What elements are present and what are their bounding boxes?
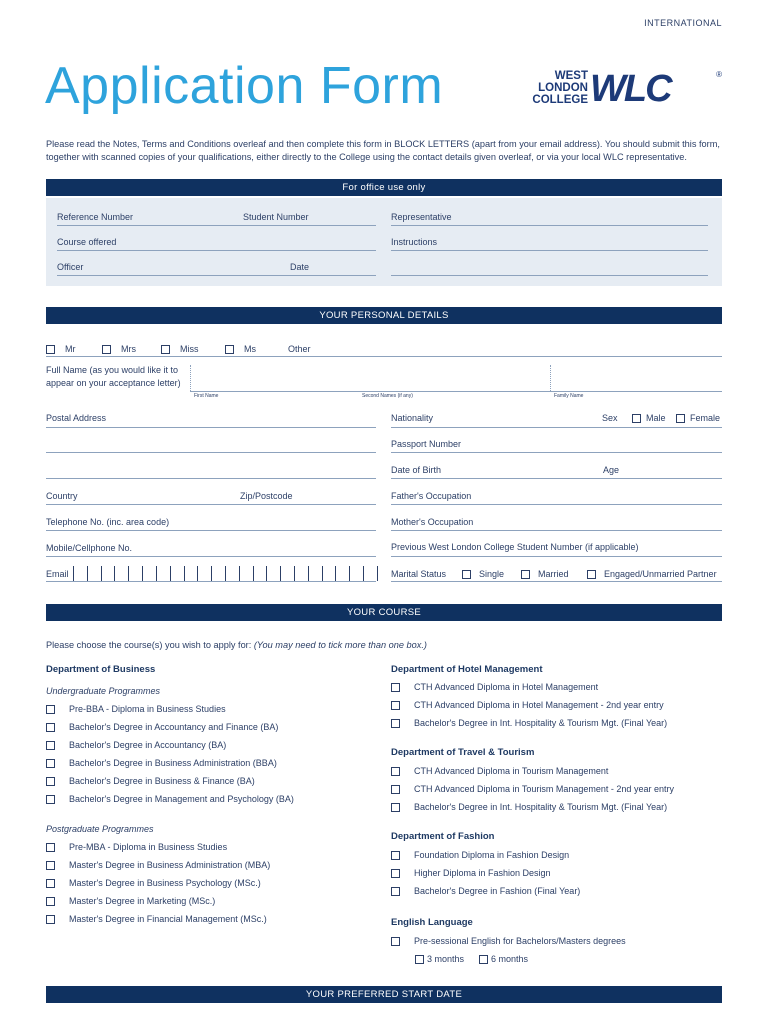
- dept-business-title: Department of Business: [46, 664, 156, 675]
- course-intro: [46, 640, 427, 650]
- course-option[interactable]: [391, 682, 598, 692]
- nationality-label: Nationality: [391, 413, 434, 423]
- title-option-label: Ms: [244, 344, 256, 354]
- course-option-label: Pre-sessional English for Bachelors/Masters degrees: [414, 936, 626, 946]
- course-option-label: Pre-MBA - Diploma in Business Studies: [69, 842, 228, 852]
- course-option-label: Pre-BBA - Diploma in Business Studies: [69, 704, 226, 714]
- checkbox[interactable]: [587, 570, 596, 579]
- course-option[interactable]: [46, 860, 270, 870]
- course-option[interactable]: [391, 886, 580, 896]
- course-option-label: Master's Degree in Business Psychology (MSc.): [69, 878, 261, 888]
- page-title: Application Form: [45, 57, 444, 115]
- course-option-label: Master's Degree in Financial Management (MSc.): [69, 914, 267, 924]
- course-option-label: Bachelor's Degree in Int. Hospitality & Tourism Mgt. (Final Year): [414, 802, 668, 812]
- title-line: [46, 356, 722, 357]
- course-option-label: CTH Advanced Diploma in Tourism Management - 2nd year entry: [414, 784, 674, 794]
- mobile-label: Mobile/Cellphone No.: [46, 543, 133, 553]
- checkbox[interactable]: [46, 345, 55, 354]
- name-divider: [550, 365, 552, 391]
- office-use-heading: For office use only: [46, 179, 722, 196]
- dept-travel-title: Department of Travel & Tourism: [391, 747, 535, 758]
- checkbox[interactable]: [391, 719, 400, 728]
- checkbox[interactable]: [46, 777, 55, 786]
- passport-label: Passport Number: [391, 439, 462, 449]
- checkbox[interactable]: [391, 869, 400, 878]
- dept-fashion-title: Department of Fashion: [391, 831, 495, 842]
- checkbox[interactable]: [46, 879, 55, 888]
- course-option[interactable]: [46, 842, 227, 852]
- marital-single-option[interactable]: [462, 569, 504, 579]
- full-name-field[interactable]: [190, 391, 722, 392]
- course-option-label: CTH Advanced Diploma in Hotel Management - 2nd year entry: [414, 700, 664, 710]
- mobile-field[interactable]: [46, 556, 376, 557]
- checkbox[interactable]: [479, 955, 488, 964]
- college-logo: [510, 70, 722, 112]
- course-option[interactable]: [391, 868, 551, 878]
- postal-address-field[interactable]: [46, 452, 376, 453]
- course-option[interactable]: [46, 704, 226, 714]
- checkbox[interactable]: [46, 915, 55, 924]
- intro-text: Please read the Notes, Terms and Conditions overleaf and then complete this form in BLOCK LETTERS (apart from your email address). You should submit this form, together with scanned copies of your qualifications, either directly to the College using the contact details given overleaf, or via your local WLC representative.: [46, 139, 720, 162]
- marital-married-label: Married: [538, 569, 569, 579]
- office-use-panel: [46, 198, 722, 286]
- logo-word: WEST: [554, 70, 588, 82]
- age-label: Age: [603, 465, 620, 475]
- instructions-label: Instructions: [391, 237, 438, 247]
- course-option[interactable]: [391, 718, 667, 728]
- course-option[interactable]: [391, 700, 664, 710]
- course-option-label: Master's Degree in Marketing (MSc.): [69, 896, 216, 906]
- course-option[interactable]: [391, 802, 667, 812]
- email-line: [46, 581, 376, 582]
- telephone-field[interactable]: [46, 530, 376, 531]
- course-option[interactable]: [391, 766, 608, 776]
- course-option[interactable]: [46, 914, 267, 924]
- previous-student-number-field[interactable]: [391, 556, 722, 557]
- logo-word: LONDON: [538, 82, 588, 94]
- checkbox[interactable]: [676, 414, 685, 423]
- dob-label: Date of Birth: [391, 465, 442, 475]
- course-option[interactable]: [391, 850, 569, 860]
- checkbox[interactable]: [521, 570, 530, 579]
- course-option-label: Master's Degree in Business Administration (MBA): [69, 860, 271, 870]
- second-name-caption: Second Names (if any): [362, 393, 413, 399]
- sex-female-option[interactable]: [676, 413, 720, 423]
- officer-field[interactable]: [57, 275, 376, 276]
- sex-male-option[interactable]: [632, 413, 666, 423]
- postal-address-field[interactable]: [46, 478, 376, 479]
- title-option-mr[interactable]: [46, 344, 76, 354]
- checkbox[interactable]: [391, 937, 400, 946]
- dept-english-title: English Language: [391, 917, 473, 928]
- your-course-heading: YOUR COURSE: [46, 604, 722, 621]
- title-option-mrs[interactable]: [102, 344, 136, 354]
- student-number-label: Student Number: [243, 212, 309, 222]
- duration-3-months-option[interactable]: [415, 954, 464, 964]
- checkbox[interactable]: [391, 767, 400, 776]
- marital-engaged-label: Engaged/Unmarried Partner: [604, 569, 717, 579]
- checkbox[interactable]: [46, 861, 55, 870]
- title-option-miss[interactable]: [161, 344, 199, 354]
- course-option-label: Bachelor's Degree in Business & Finance (BA): [69, 776, 255, 786]
- checkbox[interactable]: [46, 795, 55, 804]
- checkbox[interactable]: [391, 683, 400, 692]
- course-option[interactable]: [391, 936, 626, 946]
- mother-occupation-label: Mother's Occupation: [391, 517, 474, 527]
- nationality-field[interactable]: [391, 427, 722, 428]
- course-option-label: Bachelor's Degree in Business Administration (BBA): [69, 758, 277, 768]
- checkbox[interactable]: [46, 759, 55, 768]
- undergraduate-heading: Undergraduate Programmes: [46, 686, 161, 696]
- instructions-field[interactable]: [391, 250, 708, 251]
- checkbox[interactable]: [46, 705, 55, 714]
- logo-word: COLLEGE: [532, 94, 588, 106]
- checkbox[interactable]: [46, 843, 55, 852]
- course-option[interactable]: [391, 784, 674, 794]
- checkbox[interactable]: [391, 701, 400, 710]
- mother-occupation-field[interactable]: [391, 530, 722, 531]
- full-name-label-line1: Full Name (as you would like it to: [46, 365, 179, 375]
- first-name-caption: First Name: [194, 393, 219, 399]
- officer-label: Officer: [57, 262, 84, 272]
- country-field[interactable]: [46, 504, 376, 505]
- course-option[interactable]: [46, 758, 277, 768]
- checkbox[interactable]: [391, 803, 400, 812]
- checkbox[interactable]: [102, 345, 111, 354]
- course-option[interactable]: [46, 896, 215, 906]
- checkbox[interactable]: [46, 741, 55, 750]
- course-option-label: Bachelor's Degree in Management and Psychology (BA): [69, 794, 294, 804]
- email-label: Email: [46, 569, 69, 579]
- course-option-label: Higher Diploma in Fashion Design: [414, 868, 551, 878]
- course-option-label: Bachelor's Degree in Accountancy and Finance (BA): [69, 722, 279, 732]
- checkbox[interactable]: [415, 955, 424, 964]
- title-option-label: Mrs: [121, 344, 136, 354]
- family-name-caption: Family Name: [554, 393, 584, 399]
- postgraduate-heading: Postgraduate Programmes: [46, 824, 154, 834]
- full-name-label-line2: appear on your acceptance letter): [46, 378, 181, 388]
- reference-number-label: Reference Number: [57, 212, 134, 222]
- course-option-label: Bachelor's Degree in Fashion (Final Year): [414, 886, 581, 896]
- previous-student-number-label: Previous West London College Student Number (if applicable): [391, 542, 639, 552]
- checkbox[interactable]: [46, 897, 55, 906]
- course-option[interactable]: [46, 878, 261, 888]
- office-extra-field[interactable]: [391, 275, 708, 276]
- course-option-label: Bachelor's Degree in Accountancy (BA): [69, 740, 227, 750]
- personal-details-heading: YOUR PERSONAL DETAILS: [46, 307, 722, 324]
- course-offered-field[interactable]: [57, 250, 376, 251]
- checkbox[interactable]: [391, 785, 400, 794]
- checkbox[interactable]: [632, 414, 641, 423]
- checkbox[interactable]: [391, 887, 400, 896]
- sex-label: Sex: [602, 413, 618, 423]
- logo-mark: WLC: [590, 68, 671, 110]
- passport-field[interactable]: [391, 452, 722, 453]
- course-option[interactable]: [46, 794, 294, 804]
- father-occupation-label: Father's Occupation: [391, 491, 472, 501]
- zip-label: Zip/Postcode: [240, 491, 293, 501]
- course-option[interactable]: [46, 740, 226, 750]
- course-option-label: Foundation Diploma in Fashion Design: [414, 850, 570, 860]
- checkbox[interactable]: [161, 345, 170, 354]
- representative-label: Representative: [391, 212, 452, 222]
- reference-number-field[interactable]: [57, 225, 376, 226]
- name-divider: [190, 365, 192, 391]
- checkbox[interactable]: [462, 570, 471, 579]
- course-option-label: CTH Advanced Diploma in Tourism Management: [414, 766, 609, 776]
- dept-hotel-title: Department of Hotel Management: [391, 664, 543, 675]
- course-intro-text: Please choose the course(s) you wish to apply for:: [46, 640, 254, 650]
- duration-label: 6 months: [491, 954, 529, 964]
- title-option-label: Mr: [65, 344, 76, 354]
- dob-field[interactable]: [391, 478, 722, 479]
- checkbox[interactable]: [225, 345, 234, 354]
- course-option[interactable]: [46, 722, 278, 732]
- checkbox[interactable]: [46, 723, 55, 732]
- title-other-label: Other: [288, 344, 311, 354]
- telephone-label: Telephone No. (inc. area code): [46, 517, 170, 527]
- start-date-heading: YOUR PREFERRED START DATE: [46, 986, 722, 1003]
- postal-address-label: Postal Address: [46, 413, 107, 423]
- logo-registered: ®: [716, 70, 722, 79]
- course-option-label: Bachelor's Degree in Int. Hospitality & Tourism Mgt. (Final Year): [414, 718, 668, 728]
- course-offered-label: Course offered: [57, 237, 117, 247]
- country-label: Country: [46, 491, 78, 501]
- date-label: Date: [290, 262, 310, 272]
- marital-status-label: Marital Status: [391, 569, 447, 579]
- duration-label: 3 months: [427, 954, 465, 964]
- postal-address-field[interactable]: [46, 427, 376, 428]
- marital-status-line: [391, 581, 722, 582]
- marital-single-label: Single: [479, 569, 505, 579]
- marital-married-option[interactable]: [521, 569, 569, 579]
- representative-field[interactable]: [391, 225, 708, 226]
- sex-male-label: Male: [646, 413, 666, 423]
- form-tag: INTERNATIONAL: [644, 18, 722, 28]
- course-intro-note: (You may need to tick more than one box.): [253, 640, 427, 650]
- title-option-ms[interactable]: [225, 344, 256, 354]
- course-option-label: CTH Advanced Diploma in Hotel Management: [414, 682, 599, 692]
- sex-female-label: Female: [690, 413, 721, 423]
- father-occupation-field[interactable]: [391, 504, 722, 505]
- checkbox[interactable]: [391, 851, 400, 860]
- duration-6-months-option[interactable]: [479, 954, 528, 964]
- email-field[interactable]: [73, 566, 378, 581]
- marital-engaged-option[interactable]: [587, 569, 717, 579]
- course-option[interactable]: [46, 776, 255, 786]
- title-option-label: Miss: [180, 344, 199, 354]
